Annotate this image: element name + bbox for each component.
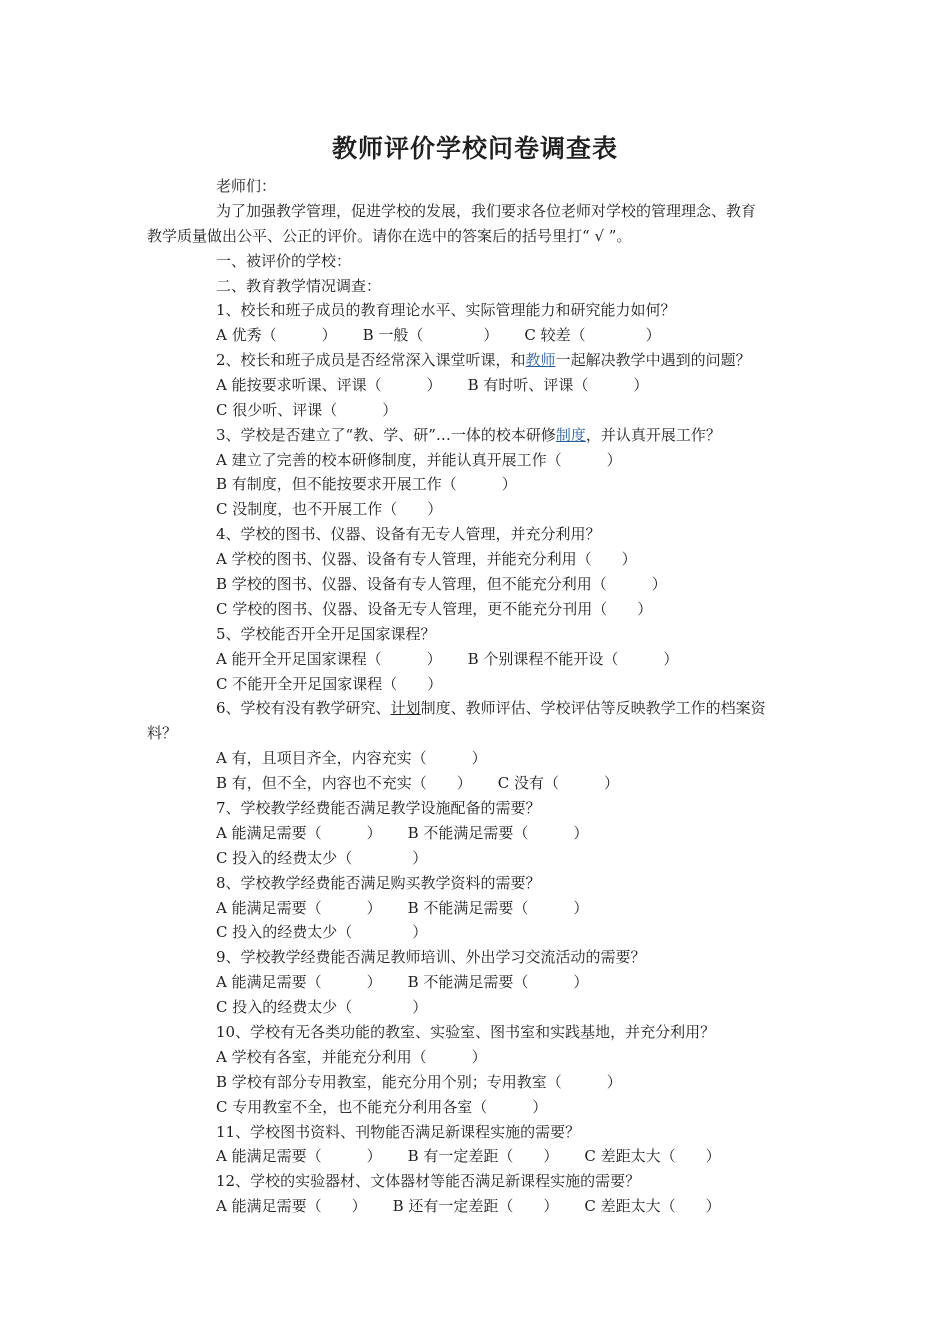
question-7-options [216, 821, 588, 846]
question-8: 8、学校教学经费能否满足购买教学资料的需要？ [216, 874, 541, 892]
option-11b[interactable]: B 有一定差距（ ） [407, 1147, 559, 1165]
section-survey: 二、教育教学情况调查： [216, 277, 382, 295]
question-6-text-pre: 6、学校有没有教学研究、 [216, 699, 391, 717]
intro-line-1: 为了加强教学管理，促进学校的发展，我们要求各位老师对学校的管理理念、教育 [216, 202, 757, 220]
teacher-link[interactable]: 教师 [525, 351, 556, 369]
option-6c[interactable]: C 没有（ ） [497, 774, 620, 792]
question-6-text-post: 制度、教师评估、学校评估等反映教学工作的档案资 [420, 699, 766, 717]
question-1-options [216, 323, 661, 348]
option-5c[interactable]: C 不能开全开足国家课程（ ） [216, 675, 443, 693]
option-4a[interactable]: A 学校的图书、仪器、设备有专人管理，并能充分利用（ ） [216, 550, 637, 568]
question-5: 5、学校能否开全开足国家课程？ [216, 625, 436, 643]
option-7c[interactable]: C 投入的经费太少（ ） [216, 849, 428, 867]
option-2c[interactable]: C 很少听、评课（ ） [216, 401, 398, 419]
option-3c[interactable]: C 没制度，也不开展工作（ ） [216, 500, 443, 518]
system-link[interactable]: 制度 [555, 426, 586, 444]
question-5-options [216, 647, 678, 672]
question-2-options [216, 373, 648, 398]
question-12: 12、学校的实验器材、文体器材等能否满足新课程实施的需要？ [216, 1172, 641, 1190]
option-12a[interactable]: A 能满足需要（ ） [216, 1197, 367, 1215]
option-8c[interactable]: C 投入的经费太少（ ） [216, 923, 428, 941]
option-8b[interactable]: B 不能满足需要（ ） [407, 899, 589, 917]
option-3a[interactable]: A 建立了完善的校本研修制度，并能认真开展工作（ ） [216, 451, 622, 469]
question-2 [216, 348, 751, 373]
option-9a[interactable]: A 能满足需要（ ） [216, 973, 382, 991]
question-4: 4、学校的图书、仪器、设备有无专人管理，并充分利用？ [216, 525, 601, 543]
question-1: 1、校长和班子成员的教育理论水平、实际管理能力和研究能力如何？ [216, 301, 676, 319]
question-7: 7、学校教学经费能否满足教学设施配备的需要？ [216, 799, 541, 817]
question-11-options [216, 1144, 721, 1169]
option-11c[interactable]: C 差距太大（ ） [584, 1147, 721, 1165]
option-4c[interactable]: C 学校的图书、仪器、设备无专人管理，更不能充分刊用（ ） [216, 600, 653, 618]
option-2a[interactable]: A 能按要求听课、评课（ ） [216, 376, 442, 394]
question-2-text-pre: 2、校长和班子成员是否经常深入课堂听课，和 [216, 351, 526, 369]
option-7a[interactable]: A 能满足需要（ ） [216, 824, 382, 842]
question-11: 11、学校图书资料、刊物能否满足新课程实施的需要？ [216, 1123, 581, 1141]
option-9c[interactable]: C 投入的经费太少（ ） [216, 998, 428, 1016]
option-4b[interactable]: B 学校的图书、仪器、设备有专人管理，但不能充分利用（ ） [216, 575, 667, 593]
question-9-options [216, 970, 588, 995]
option-5a[interactable]: A 能开全开足国家课程（ ） [216, 650, 442, 668]
question-12-options [216, 1194, 721, 1219]
question-3-text-pre: 3、学校是否建立了“教、学、研”…一体的校本研修 [216, 426, 556, 444]
option-6b[interactable]: B 有，但不全，内容也不充实（ ） [216, 774, 472, 792]
option-9b[interactable]: B 不能满足需要（ ） [407, 973, 589, 991]
question-3 [216, 423, 721, 448]
option-10a[interactable]: A 学校有各室，并能充分利用（ ） [216, 1048, 487, 1066]
option-6a[interactable]: A 有，且项目齐全，内容充实（ ） [216, 749, 487, 767]
option-11a[interactable]: A 能满足需要（ ） [216, 1147, 382, 1165]
plan-underlined: 计划 [390, 699, 421, 717]
question-10: 10、学校有无各类功能的教室、实验室、图书室和实践基地，并充分利用？ [216, 1023, 716, 1041]
question-6 [216, 696, 766, 721]
option-12c[interactable]: C 差距太大（ ） [584, 1197, 721, 1215]
option-12b[interactable]: B 还有一定差距（ ） [392, 1197, 559, 1215]
option-3b[interactable]: B 有制度，但不能按要求开展工作（ ） [216, 475, 517, 493]
intro-line-2: 教学质量做出公平、公正的评价。请你在选中的答案后的括号里打“ √ ”。 [147, 227, 632, 245]
option-8a[interactable]: A 能满足需要（ ） [216, 899, 382, 917]
page-title: 教师评价学校问卷调查表 [331, 134, 618, 163]
option-1c[interactable]: C 较差（ ） [524, 326, 661, 344]
question-3-text-post: ，并认真开展工作？ [585, 426, 721, 444]
option-1a[interactable]: A 优秀（ ） [216, 326, 337, 344]
option-7b[interactable]: B 不能满足需要（ ） [407, 824, 589, 842]
question-9: 9、学校教学经费能否满足教师培训、外出学习交流活动的需要？ [216, 948, 646, 966]
greeting: 老师们： [216, 177, 277, 195]
question-2-text-post: 一起解决教学中遇到的问题？ [555, 351, 751, 369]
option-10c[interactable]: C 专用教室不全，也不能充分利用各室（ ） [216, 1098, 548, 1116]
option-1b[interactable]: B 一般（ ） [362, 326, 499, 344]
question-8-options [216, 896, 588, 921]
option-10b[interactable]: B 学校有部分专用教室，能充分用个别；专用教室（ ） [216, 1073, 622, 1091]
question-6-continued: 料？ [147, 724, 178, 742]
section-school: 一、被评价的学校： [216, 252, 352, 270]
question-6-options [216, 771, 619, 796]
option-5b[interactable]: B 个别课程不能开设（ ） [467, 650, 679, 668]
option-2b[interactable]: B 有时听、评课（ ） [467, 376, 649, 394]
